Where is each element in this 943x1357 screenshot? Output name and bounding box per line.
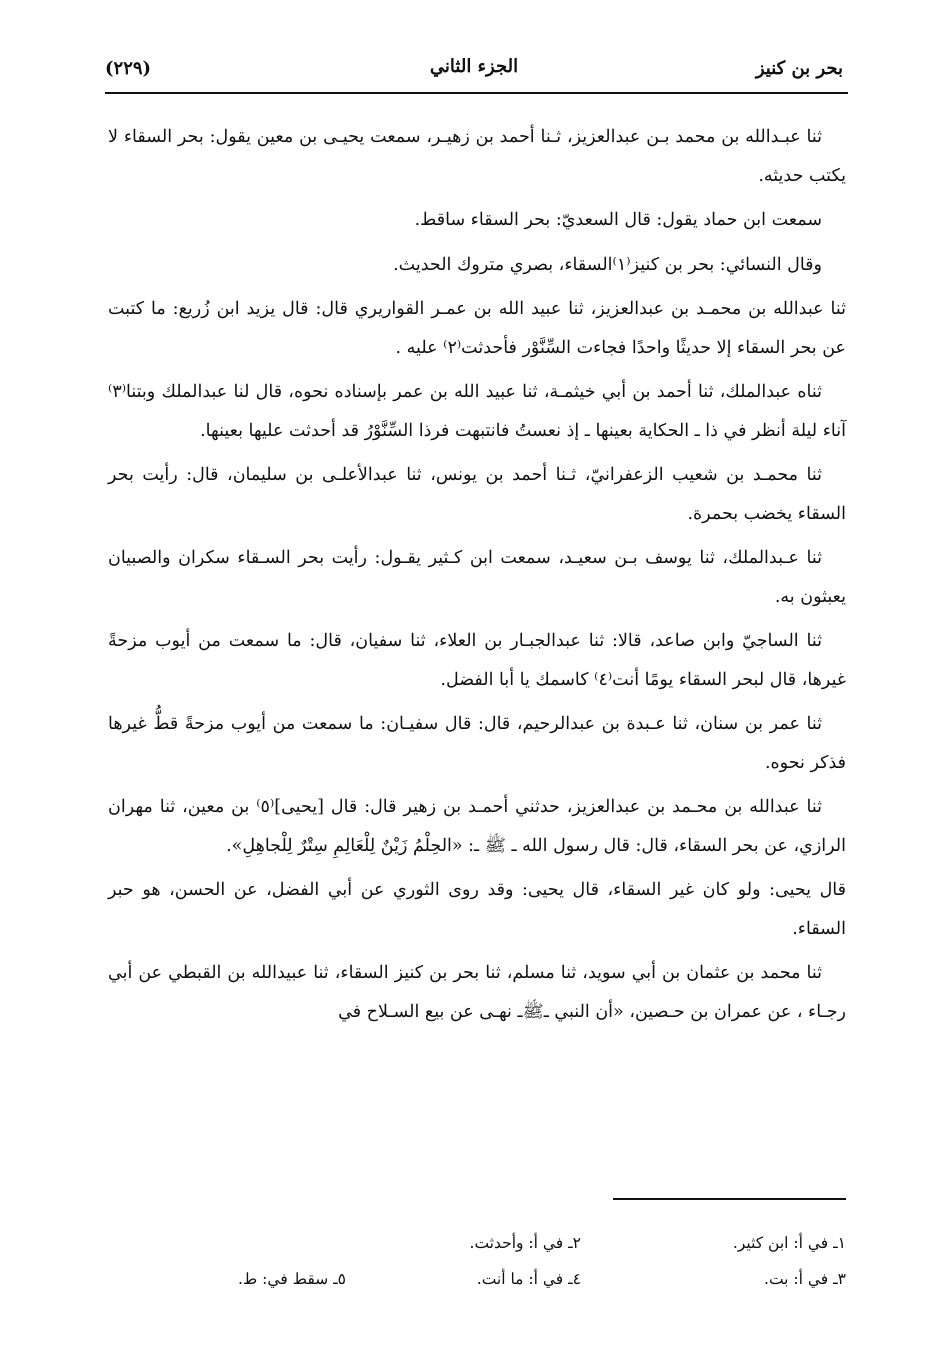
footnote-2: ٢ـ في أ: وأحدثت. xyxy=(469,1234,581,1252)
footnote-rule xyxy=(613,1198,846,1200)
paragraph: ثنا محمد بن عثمان بن أبي سويد، ثنا مسلم، ثنا بحر بن كنيز السقاء، ثنا عبيدالله بن القبطي عن أبي رجـاء ، عن عمران بن حـصين، «أن النبي ـﷺـ نهـى عن بيع السـلاح في xyxy=(108,963,846,1022)
paragraph: ثنا الساجيّ وابن صاعد، قالا: ثنا عبدالجبـار بن العلاء، ثنا سفيان، قال: ما سمعت من أيوب مزحةً غيرها، قال لبحر السقاء يومًا أنت⁽٤⁾ كاسمك يا أبا الفضل. xyxy=(108,631,846,690)
paragraph: قال يحيى: ولو كان غير السقاء، قال يحيى: وقد روى الثوري عن أبي الفضل، عن الحسن، هو حبر السقاء. xyxy=(108,880,846,939)
paragraph: ثنا عـبدالملك، ثنا يوسف بـن سعيـد، سمعت ابن كـثير يقـول: رأيت بحر السـقاء سكران والصبيان يعبثون به. xyxy=(108,548,846,607)
paragraph: ثناه عبدالملك، ثنا أحمد بن أبي خيثمـة، ثنا عبيد الله بن عمر بإسناده نحوه، قال لنا عبدالملك وبتنا⁽٣⁾ آناء ليلة أنظر في ذا ـ الحكاية بعينها ـ إذ نعستُ فانتبهت فرذا السِّنَّوْرُ قد أحدثت عليها بعينها. xyxy=(108,382,846,441)
footnote-row xyxy=(108,1225,846,1261)
header-book-title: بحر بن كنيز xyxy=(755,58,843,79)
paragraph: ثنا عبدالله بن محـمد بن عبدالعزيز، حدثني أحمـد بن زهير قال: قال [يحيى]⁽٥⁾ بن معين، ثنا مهران الرازي، عن بحر السقاء، قال: قال رسول الله ـ ﷺ ـ: «الحِلْمُ زَيْنٌ لِلْعَالِمِ سِتْرٌ لِلْجاهِلِ». xyxy=(108,797,846,856)
running-header xyxy=(105,56,843,90)
footnote-5: ٥ـ سقط في: ط. xyxy=(237,1270,346,1288)
footnote-4: ٤ـ في أ: ما أنت. xyxy=(476,1270,581,1288)
paragraph: ثنا عبدالله بن محمـد بن عبدالعزيز، ثنا عبيد الله بن عمـر القواريري قال: قال يزيد ابن زُريع: ما كتبت عن بحر السقاء إلا حديثًا واحدًا فجاءت السِّنَّوْر فأحدثت⁽٢⁾ عليه . xyxy=(108,299,846,358)
main-text xyxy=(108,118,846,1037)
header-part: الجزء الثاني xyxy=(429,56,519,77)
page-number: (٢٢٩) xyxy=(105,58,152,79)
footnote-3: ٣ـ في أ: بت. xyxy=(764,1270,846,1288)
paragraph: وقال النسائي: بحر بن كنيز⁽١⁾السقاء، بصري متروك الحديث. xyxy=(393,254,822,275)
footnote-1: ١ـ في أ: ابن كثير. xyxy=(732,1234,846,1252)
paragraph: ثنا عمر بن سنان، ثنا عـبدة بن عبدالرحيم، قال: قال سفيـان: ما سمعت من أيوب مزحةً قطُّ غيرها فذكر نحوه. xyxy=(108,714,846,773)
paragraph: ثنا عبـدالله بن محمد بـن عبدالعزيز، ثـنا أحمد بن زهيـر، سمعت يحيـى بن معين يقول: بحر السقاء لا يكتب حديثه. xyxy=(108,127,846,186)
footnotes xyxy=(108,1225,846,1297)
paragraph: ثنا محمـد بن شعيب الزعفرانيّ، ثـنا أحمد بن يونس، ثنا عبدالأعلـى بن سليمان، قال: رأيت بحر السقاء يخضب بحمرة. xyxy=(108,465,846,524)
footnote-row xyxy=(108,1261,846,1297)
paragraph: سمعت ابن حماد يقول: قال السعديّ: بحر السقاء ساقط. xyxy=(414,210,822,230)
header-rule xyxy=(105,92,848,94)
